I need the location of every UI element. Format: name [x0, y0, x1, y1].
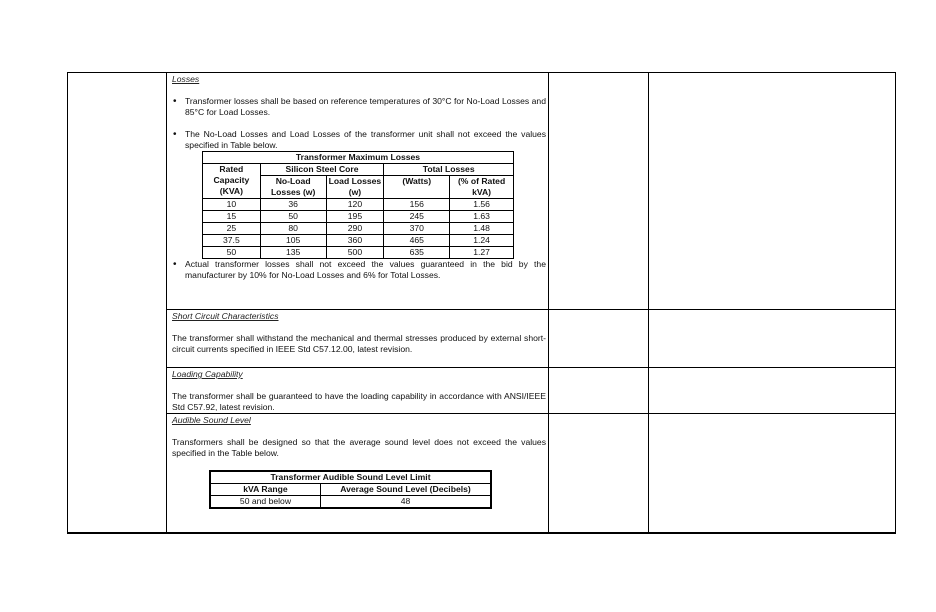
loading-capability-heading: Loading Capability [172, 369, 243, 379]
sound-level-table [209, 470, 492, 509]
watts-header: (Watts) [384, 176, 450, 199]
audible-sound-text: Transformers shall be designed so that the average sound level does not exceed the values specified in the Table below. [172, 437, 546, 458]
no-load-cell: 80 [260, 223, 326, 235]
losses-bullet-2: • The No-Load Losses and Load Losses of the transformer unit shall not exceed the values specified in Table below. [172, 129, 546, 151]
rated-capacity-header: Rated Capacity (KVA) [203, 164, 261, 199]
row-divider-2 [166, 367, 896, 368]
load-cell: 360 [326, 235, 384, 247]
column-divider-1 [166, 72, 167, 534]
no-load-cell: 50 [260, 211, 326, 223]
sound-level-cell: 48 [321, 496, 492, 509]
column-divider-3 [648, 72, 649, 534]
sound-level-table-title: Transformer Audible Sound Level Limit [210, 471, 491, 484]
table-row [203, 235, 514, 247]
losses-bullet-3: • Actual transformer losses shall not exceed the values guaranteed in the bid by the manufacturer by 10% for No-Load Losses and 6% for Total Losses. [172, 259, 546, 281]
table-row [203, 223, 514, 235]
short-circuit-text: The transformer shall withstand the mechanical and thermal stresses produced by external short-circuit currents specified in IEEE Std C57.12.00, latest revision. [172, 333, 546, 354]
rated-capacity-cell: 50 [203, 247, 261, 259]
total-percent-cell: 1.48 [450, 223, 514, 235]
rated-capacity-cell: 25 [203, 223, 261, 235]
short-circuit-section [172, 311, 546, 355]
audible-sound-heading: Audible Sound Level [172, 415, 251, 425]
rated-capacity-cell: 15 [203, 211, 261, 223]
total-watts-cell: 156 [384, 199, 450, 211]
losses-bullet-1: • Transformer losses shall be based on reference temperatures of 30°C for No-Load Losses and 85°C for Load Losses. [172, 96, 546, 118]
no-load-losses-header: No-Load Losses (w) [260, 176, 326, 199]
short-circuit-heading: Short Circuit Characteristics [172, 311, 279, 321]
total-watts-cell: 245 [384, 211, 450, 223]
total-percent-cell: 1.24 [450, 235, 514, 247]
total-watts-cell: 465 [384, 235, 450, 247]
load-cell: 500 [326, 247, 384, 259]
total-percent-cell: 1.63 [450, 211, 514, 223]
kva-range-header: kVA Range [210, 484, 321, 496]
table-row [203, 211, 514, 223]
column-divider-2 [548, 72, 549, 534]
losses-heading: Losses [172, 74, 200, 84]
audible-sound-section [172, 415, 546, 509]
table-row [203, 199, 514, 211]
total-watts-cell: 635 [384, 247, 450, 259]
table-row [210, 496, 491, 509]
table-row [203, 247, 514, 259]
total-watts-cell: 370 [384, 223, 450, 235]
total-percent-cell: 1.27 [450, 247, 514, 259]
silicon-steel-core-header: Silicon Steel Core [260, 164, 384, 176]
max-losses-table-title: Transformer Maximum Losses [203, 152, 514, 164]
no-load-cell: 105 [260, 235, 326, 247]
row-divider-1 [166, 309, 896, 310]
load-cell: 195 [326, 211, 384, 223]
total-percent-cell: 1.56 [450, 199, 514, 211]
percent-rated-header: (% of Rated kVA) [450, 176, 514, 199]
losses-section [172, 74, 546, 281]
no-load-cell: 36 [260, 199, 326, 211]
average-sound-level-header: Average Sound Level (Decibels) [321, 484, 492, 496]
no-load-cell: 135 [260, 247, 326, 259]
load-cell: 290 [326, 223, 384, 235]
row-divider-3 [166, 413, 896, 414]
load-losses-header: Load Losses (w) [326, 176, 384, 199]
loading-capability-section [172, 369, 546, 413]
kva-range-cell: 50 and below [210, 496, 321, 509]
load-cell: 120 [326, 199, 384, 211]
rated-capacity-cell: 10 [203, 199, 261, 211]
total-losses-header: Total Losses [384, 164, 514, 176]
rated-capacity-cell: 37.5 [203, 235, 261, 247]
max-losses-table [202, 151, 514, 259]
loading-capability-text: The transformer shall be guaranteed to have the loading capability in accordance with ANSI/IEEE Std C57.92, latest revision. [172, 391, 546, 412]
